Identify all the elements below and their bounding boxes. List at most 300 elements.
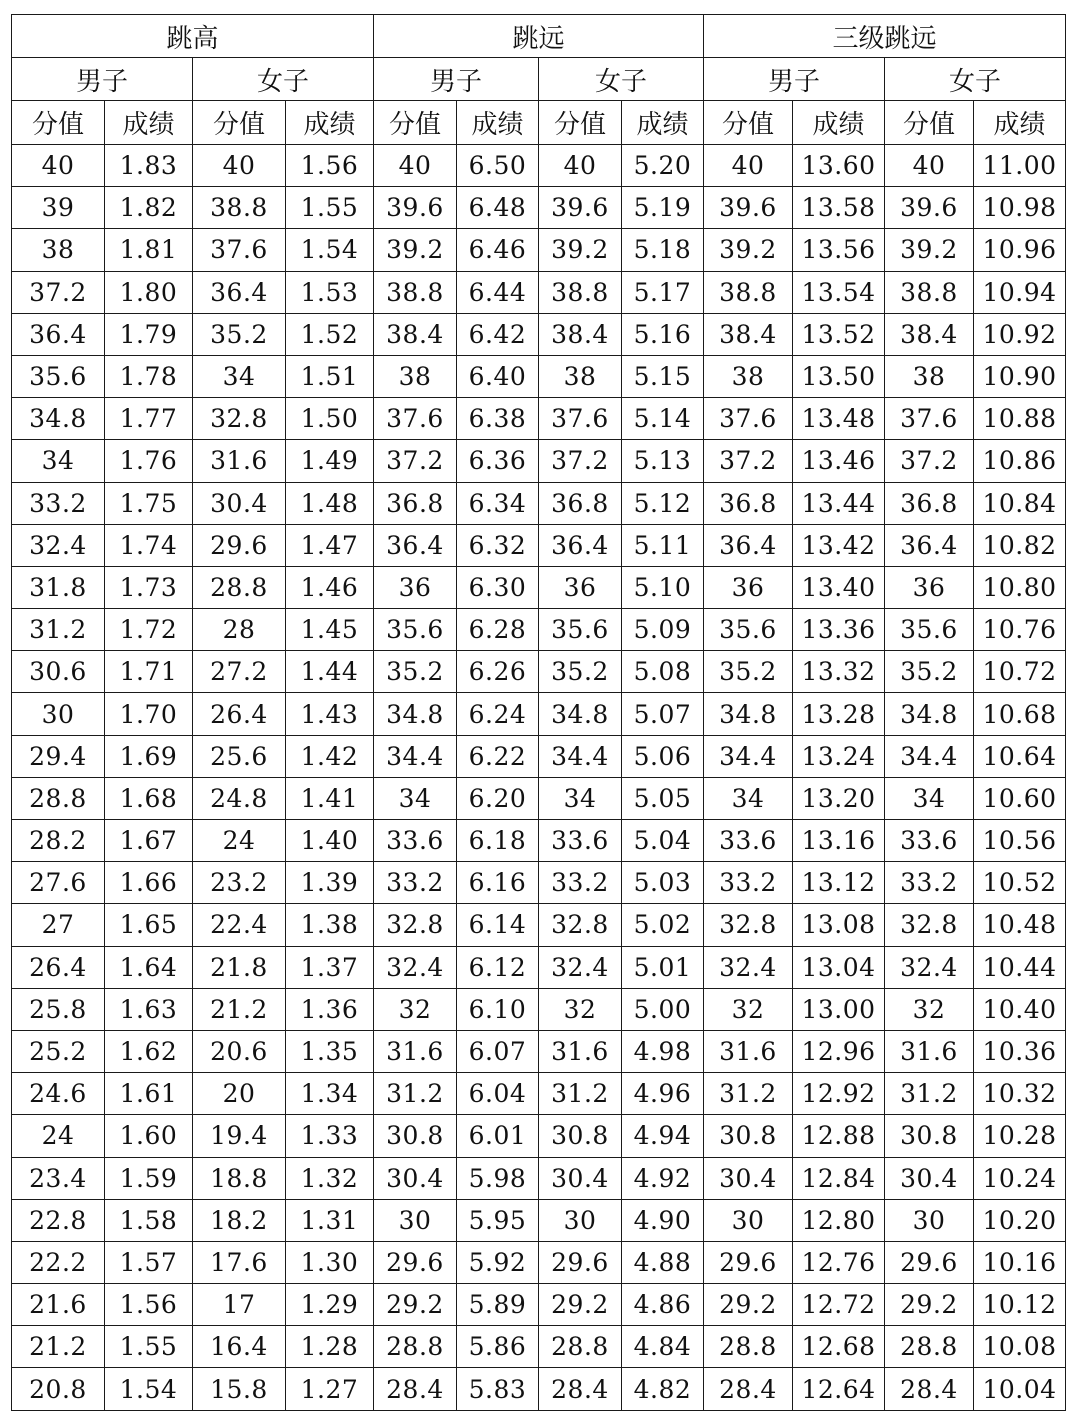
score-cell: 37.2 [539, 440, 622, 482]
result-cell: 6.44 [457, 271, 539, 313]
score-cell: 32 [539, 988, 622, 1030]
table-row [12, 355, 1066, 397]
score-cell: 32.4 [12, 524, 105, 566]
score-cell: 32.4 [374, 946, 457, 988]
result-cell: 12.72 [793, 1284, 885, 1326]
result-cell: 6.50 [457, 145, 539, 187]
table-row [12, 187, 1066, 229]
column-header-score: 分值 [704, 101, 793, 145]
result-cell: 10.68 [974, 693, 1066, 735]
result-cell: 1.83 [105, 145, 193, 187]
score-cell: 36.4 [539, 524, 622, 566]
score-cell: 32.4 [885, 946, 974, 988]
score-cell: 28.8 [704, 1326, 793, 1368]
result-cell: 10.36 [974, 1030, 1066, 1072]
gender-header: 男子 [374, 58, 539, 101]
score-cell: 21.2 [193, 988, 286, 1030]
score-cell: 24.8 [193, 777, 286, 819]
result-cell: 1.44 [286, 651, 374, 693]
result-cell: 12.68 [793, 1326, 885, 1368]
result-cell: 1.81 [105, 229, 193, 271]
result-cell: 13.08 [793, 904, 885, 946]
result-cell: 1.54 [286, 229, 374, 271]
score-cell: 35.6 [539, 609, 622, 651]
score-cell: 30 [539, 1199, 622, 1241]
score-cell: 38 [704, 355, 793, 397]
score-cell: 39.6 [539, 187, 622, 229]
result-cell: 1.50 [286, 398, 374, 440]
column-header-result: 成绩 [457, 101, 539, 145]
score-cell: 30.4 [704, 1157, 793, 1199]
score-cell: 34 [193, 355, 286, 397]
score-cell: 26.4 [12, 946, 105, 988]
result-cell: 13.46 [793, 440, 885, 482]
result-cell: 5.20 [622, 145, 704, 187]
result-cell: 1.62 [105, 1030, 193, 1072]
score-cell: 39.2 [704, 229, 793, 271]
column-header-score: 分值 [539, 101, 622, 145]
result-cell: 5.00 [622, 988, 704, 1030]
score-cell: 35.6 [12, 355, 105, 397]
result-cell: 5.92 [457, 1241, 539, 1283]
score-cell: 19.4 [193, 1115, 286, 1157]
gender-header-row [12, 58, 1066, 101]
table-row [12, 271, 1066, 313]
result-cell: 10.32 [974, 1073, 1066, 1115]
result-cell: 10.72 [974, 651, 1066, 693]
score-cell: 32.4 [704, 946, 793, 988]
result-cell: 5.15 [622, 355, 704, 397]
result-cell: 10.86 [974, 440, 1066, 482]
score-cell: 33.2 [885, 862, 974, 904]
score-cell: 27.2 [193, 651, 286, 693]
table-row [12, 777, 1066, 819]
score-cell: 36.8 [539, 482, 622, 524]
result-cell: 5.98 [457, 1157, 539, 1199]
score-cell: 39.2 [885, 229, 974, 271]
result-cell: 10.98 [974, 187, 1066, 229]
score-table [11, 14, 1066, 1411]
score-cell: 31.6 [193, 440, 286, 482]
result-cell: 5.03 [622, 862, 704, 904]
result-cell: 1.55 [286, 187, 374, 229]
result-cell: 5.06 [622, 735, 704, 777]
score-cell: 20 [193, 1073, 286, 1115]
result-cell: 1.29 [286, 1284, 374, 1326]
score-cell: 22.2 [12, 1241, 105, 1283]
result-cell: 1.58 [105, 1199, 193, 1241]
score-cell: 34 [885, 777, 974, 819]
score-cell: 26.4 [193, 693, 286, 735]
score-cell: 37.6 [539, 398, 622, 440]
score-cell: 34.4 [885, 735, 974, 777]
result-cell: 13.32 [793, 651, 885, 693]
event-header-high-jump: 跳高 [12, 15, 374, 58]
result-cell: 6.38 [457, 398, 539, 440]
result-cell: 1.70 [105, 693, 193, 735]
result-cell: 1.82 [105, 187, 193, 229]
result-cell: 12.64 [793, 1368, 885, 1410]
score-cell: 37.2 [704, 440, 793, 482]
table-row [12, 566, 1066, 608]
score-cell: 38.4 [539, 313, 622, 355]
result-cell: 1.53 [286, 271, 374, 313]
result-cell: 4.86 [622, 1284, 704, 1326]
result-cell: 1.35 [286, 1030, 374, 1072]
result-cell: 6.18 [457, 820, 539, 862]
result-cell: 10.48 [974, 904, 1066, 946]
score-cell: 38.8 [374, 271, 457, 313]
score-cell: 34 [539, 777, 622, 819]
result-cell: 13.56 [793, 229, 885, 271]
score-cell: 34 [374, 777, 457, 819]
result-cell: 1.40 [286, 820, 374, 862]
score-cell: 36.4 [885, 524, 974, 566]
result-cell: 6.07 [457, 1030, 539, 1072]
score-cell: 15.8 [193, 1368, 286, 1410]
score-cell: 31.8 [12, 566, 105, 608]
result-cell: 4.90 [622, 1199, 704, 1241]
result-cell: 10.80 [974, 566, 1066, 608]
score-cell: 40 [539, 145, 622, 187]
result-cell: 13.28 [793, 693, 885, 735]
score-cell: 29.2 [704, 1284, 793, 1326]
score-cell: 37.2 [885, 440, 974, 482]
score-cell: 39.2 [539, 229, 622, 271]
score-cell: 30.4 [885, 1157, 974, 1199]
result-cell: 5.83 [457, 1368, 539, 1410]
score-cell: 25.8 [12, 988, 105, 1030]
result-cell: 1.37 [286, 946, 374, 988]
result-cell: 10.92 [974, 313, 1066, 355]
result-cell: 1.28 [286, 1326, 374, 1368]
score-cell: 36.4 [12, 313, 105, 355]
result-cell: 6.22 [457, 735, 539, 777]
result-cell: 10.08 [974, 1326, 1066, 1368]
score-cell: 31.2 [12, 609, 105, 651]
score-cell: 37.2 [374, 440, 457, 482]
result-cell: 5.19 [622, 187, 704, 229]
score-cell: 33.6 [885, 820, 974, 862]
score-cell: 32 [885, 988, 974, 1030]
score-cell: 39.2 [374, 229, 457, 271]
score-cell: 35.2 [885, 651, 974, 693]
result-cell: 6.12 [457, 946, 539, 988]
score-cell: 28.2 [12, 820, 105, 862]
score-cell: 33.6 [374, 820, 457, 862]
score-cell: 38.8 [193, 187, 286, 229]
result-cell: 5.86 [457, 1326, 539, 1368]
result-cell: 4.92 [622, 1157, 704, 1199]
result-cell: 5.09 [622, 609, 704, 651]
table-row [12, 693, 1066, 735]
table-row [12, 1368, 1066, 1410]
result-cell: 1.73 [105, 566, 193, 608]
score-cell: 32 [374, 988, 457, 1030]
result-cell: 1.57 [105, 1241, 193, 1283]
table-row [12, 1199, 1066, 1241]
score-cell: 25.6 [193, 735, 286, 777]
score-cell: 33.2 [12, 482, 105, 524]
result-cell: 10.56 [974, 820, 1066, 862]
score-cell: 31.2 [704, 1073, 793, 1115]
result-cell: 6.14 [457, 904, 539, 946]
column-header-result: 成绩 [286, 101, 374, 145]
score-cell: 39.6 [374, 187, 457, 229]
gender-header: 男子 [704, 58, 885, 101]
result-cell: 5.04 [622, 820, 704, 862]
score-cell: 28.4 [539, 1368, 622, 1410]
result-cell: 13.42 [793, 524, 885, 566]
result-cell: 13.40 [793, 566, 885, 608]
score-cell: 22.4 [193, 904, 286, 946]
result-cell: 1.65 [105, 904, 193, 946]
result-cell: 1.68 [105, 777, 193, 819]
table-row [12, 946, 1066, 988]
score-cell: 24.6 [12, 1073, 105, 1115]
result-cell: 1.71 [105, 651, 193, 693]
table-row [12, 1030, 1066, 1072]
score-cell: 39 [12, 187, 105, 229]
table-row [12, 988, 1066, 1030]
result-cell: 10.94 [974, 271, 1066, 313]
result-cell: 6.04 [457, 1073, 539, 1115]
column-header-result: 成绩 [974, 101, 1066, 145]
result-cell: 6.36 [457, 440, 539, 482]
result-cell: 13.00 [793, 988, 885, 1030]
result-cell: 1.46 [286, 566, 374, 608]
score-cell: 30.4 [539, 1157, 622, 1199]
score-cell: 36 [885, 566, 974, 608]
result-cell: 5.12 [622, 482, 704, 524]
result-cell: 12.96 [793, 1030, 885, 1072]
result-cell: 1.75 [105, 482, 193, 524]
result-cell: 5.01 [622, 946, 704, 988]
score-cell: 31.2 [539, 1073, 622, 1115]
gender-header: 女子 [885, 58, 1066, 101]
result-cell: 6.42 [457, 313, 539, 355]
result-cell: 13.44 [793, 482, 885, 524]
table-row [12, 229, 1066, 271]
table-row [12, 1115, 1066, 1157]
score-cell: 40 [12, 145, 105, 187]
table-row [12, 1284, 1066, 1326]
table-row [12, 609, 1066, 651]
result-cell: 1.43 [286, 693, 374, 735]
score-cell: 30.6 [12, 651, 105, 693]
score-cell: 29.2 [885, 1284, 974, 1326]
result-cell: 1.78 [105, 355, 193, 397]
score-cell: 23.2 [193, 862, 286, 904]
score-cell: 37.6 [704, 398, 793, 440]
result-cell: 6.32 [457, 524, 539, 566]
result-cell: 1.64 [105, 946, 193, 988]
score-cell: 16.4 [193, 1326, 286, 1368]
result-cell: 1.32 [286, 1157, 374, 1199]
score-cell: 35.6 [885, 609, 974, 651]
score-cell: 32.8 [885, 904, 974, 946]
result-cell: 1.47 [286, 524, 374, 566]
score-cell: 28.4 [704, 1368, 793, 1410]
result-cell: 1.30 [286, 1241, 374, 1283]
table-row [12, 524, 1066, 566]
column-header-result: 成绩 [793, 101, 885, 145]
score-cell: 35.2 [539, 651, 622, 693]
result-cell: 1.72 [105, 609, 193, 651]
score-cell: 30 [885, 1199, 974, 1241]
score-cell: 33.2 [374, 862, 457, 904]
score-cell: 21.8 [193, 946, 286, 988]
result-cell: 6.26 [457, 651, 539, 693]
result-cell: 5.89 [457, 1284, 539, 1326]
result-cell: 1.42 [286, 735, 374, 777]
result-cell: 10.90 [974, 355, 1066, 397]
score-cell: 28.8 [885, 1326, 974, 1368]
result-cell: 1.56 [286, 145, 374, 187]
score-cell: 28.4 [885, 1368, 974, 1410]
result-cell: 1.76 [105, 440, 193, 482]
result-cell: 6.10 [457, 988, 539, 1030]
score-cell: 28 [193, 609, 286, 651]
score-cell: 31.6 [539, 1030, 622, 1072]
score-cell: 29.6 [885, 1241, 974, 1283]
score-cell: 17 [193, 1284, 286, 1326]
score-cell: 32.8 [539, 904, 622, 946]
score-cell: 40 [193, 145, 286, 187]
result-cell: 5.14 [622, 398, 704, 440]
score-cell: 34.8 [885, 693, 974, 735]
score-cell: 31.2 [885, 1073, 974, 1115]
score-cell: 34 [12, 440, 105, 482]
score-cell: 39.6 [704, 187, 793, 229]
result-cell: 1.45 [286, 609, 374, 651]
score-cell: 30.8 [539, 1115, 622, 1157]
result-cell: 11.00 [974, 145, 1066, 187]
score-cell: 34.4 [704, 735, 793, 777]
result-cell: 1.51 [286, 355, 374, 397]
gender-header: 男子 [12, 58, 193, 101]
result-cell: 1.48 [286, 482, 374, 524]
result-cell: 6.40 [457, 355, 539, 397]
table-row [12, 482, 1066, 524]
score-cell: 35.6 [704, 609, 793, 651]
score-cell: 29.6 [374, 1241, 457, 1283]
result-cell: 10.24 [974, 1157, 1066, 1199]
score-cell: 34.4 [539, 735, 622, 777]
score-cell: 31.6 [374, 1030, 457, 1072]
result-cell: 5.18 [622, 229, 704, 271]
result-cell: 13.16 [793, 820, 885, 862]
score-cell: 18.2 [193, 1199, 286, 1241]
score-cell: 38.8 [704, 271, 793, 313]
result-cell: 6.24 [457, 693, 539, 735]
result-cell: 13.24 [793, 735, 885, 777]
result-cell: 12.76 [793, 1241, 885, 1283]
table-row [12, 1241, 1066, 1283]
score-cell: 38 [374, 355, 457, 397]
result-cell: 5.13 [622, 440, 704, 482]
result-cell: 5.05 [622, 777, 704, 819]
result-cell: 5.02 [622, 904, 704, 946]
score-cell: 37.6 [885, 398, 974, 440]
result-cell: 5.08 [622, 651, 704, 693]
score-cell: 33.6 [539, 820, 622, 862]
result-cell: 1.38 [286, 904, 374, 946]
score-cell: 36.8 [704, 482, 793, 524]
score-cell: 29.6 [539, 1241, 622, 1283]
score-cell: 32.8 [374, 904, 457, 946]
score-cell: 28.8 [12, 777, 105, 819]
score-cell: 33.6 [704, 820, 793, 862]
table-row [12, 904, 1066, 946]
column-header-result: 成绩 [622, 101, 704, 145]
result-cell: 13.48 [793, 398, 885, 440]
table-row [12, 313, 1066, 355]
result-cell: 1.34 [286, 1073, 374, 1115]
result-cell: 12.84 [793, 1157, 885, 1199]
result-cell: 10.40 [974, 988, 1066, 1030]
result-cell: 1.79 [105, 313, 193, 355]
table-row [12, 1157, 1066, 1199]
score-cell: 29.6 [193, 524, 286, 566]
table-row [12, 398, 1066, 440]
score-cell: 36.8 [374, 482, 457, 524]
result-cell: 13.54 [793, 271, 885, 313]
score-cell: 30 [704, 1199, 793, 1241]
result-cell: 10.04 [974, 1368, 1066, 1410]
score-cell: 38.4 [704, 313, 793, 355]
result-cell: 4.84 [622, 1326, 704, 1368]
result-cell: 6.48 [457, 187, 539, 229]
score-cell: 36.8 [885, 482, 974, 524]
result-cell: 1.60 [105, 1115, 193, 1157]
result-cell: 5.10 [622, 566, 704, 608]
score-cell: 24 [193, 820, 286, 862]
score-cell: 30.4 [374, 1157, 457, 1199]
score-table-body [12, 145, 1066, 1411]
score-cell: 36 [704, 566, 793, 608]
score-cell: 36 [374, 566, 457, 608]
result-cell: 6.34 [457, 482, 539, 524]
result-cell: 10.12 [974, 1284, 1066, 1326]
score-cell: 38.8 [885, 271, 974, 313]
result-cell: 1.61 [105, 1073, 193, 1115]
score-cell: 33.2 [704, 862, 793, 904]
column-header-score: 分值 [12, 101, 105, 145]
score-cell: 31.6 [704, 1030, 793, 1072]
score-cell: 36 [539, 566, 622, 608]
score-cell: 21.6 [12, 1284, 105, 1326]
result-cell: 10.82 [974, 524, 1066, 566]
score-cell: 34.8 [12, 398, 105, 440]
result-cell: 10.20 [974, 1199, 1066, 1241]
event-header-row [12, 15, 1066, 58]
score-cell: 38.4 [374, 313, 457, 355]
score-cell: 28.8 [539, 1326, 622, 1368]
score-cell: 32.8 [193, 398, 286, 440]
result-cell: 10.64 [974, 735, 1066, 777]
result-cell: 6.28 [457, 609, 539, 651]
score-cell: 28.8 [193, 566, 286, 608]
score-cell: 30.8 [885, 1115, 974, 1157]
result-cell: 6.16 [457, 862, 539, 904]
table-row [12, 820, 1066, 862]
result-cell: 10.60 [974, 777, 1066, 819]
score-cell: 40 [885, 145, 974, 187]
score-cell: 29.2 [539, 1284, 622, 1326]
result-cell: 10.96 [974, 229, 1066, 271]
score-cell: 27.6 [12, 862, 105, 904]
